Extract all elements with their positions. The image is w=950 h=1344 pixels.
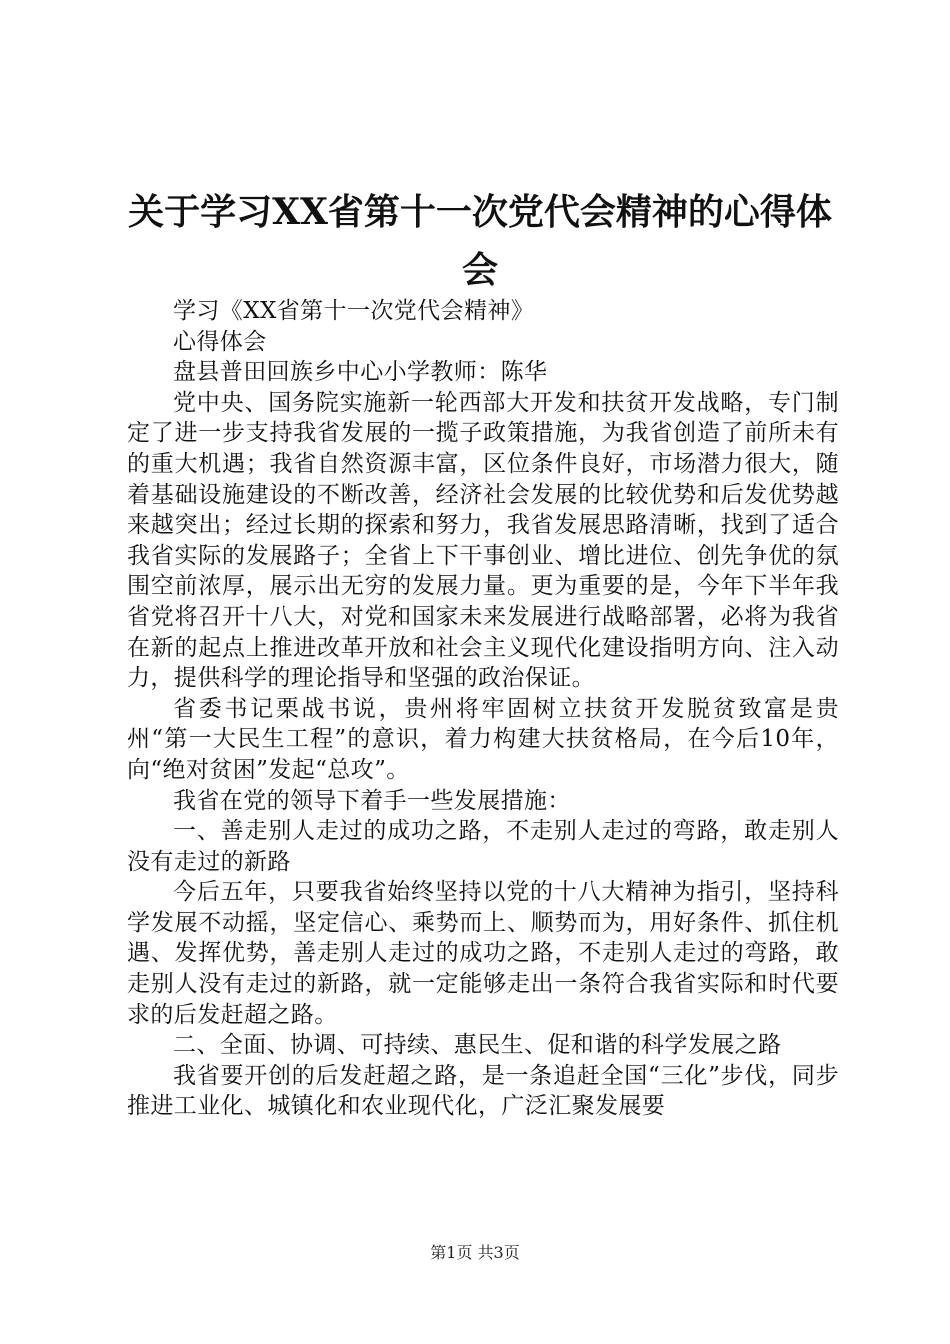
paragraph: 党中央、国务院实施新一轮西部大开发和扶贫开发战略，专门制定了进一步支持我省发展的一揽子政策措施，为我省创造了前所未有的重大机遇；我省自然资源丰富，区位条件良好，市场潜力很大，随着基础设施建设的不断改善，经济社会发展的比较优势和后发优势越来越突出；经过长期的探索和努力，我省发展思路清晰，找到了适合我省实际的发展路子；全省上下干事创业、增比进位、创先争优的氛围空前浓厚，展示出无穷的发展力量。更为重要的是，今年下半年我省党将召开十八大，对党和国家未来发展进行战略部署，必将为我省在新的起点上推进改革开放和社会主义现代化建设指明方向、注入动力，提供科学的理论指导和坚强的政治保证。 <box>127 389 839 692</box>
paragraph: 省委书记栗战书说，贵州将牢固树立扶贫开发脱贫致富是贵州“第一大民生工程”的意识，着力构建大扶贫格局，在今后10年，向“绝对贫困”发起“总攻”。 <box>127 695 839 783</box>
paragraph-subtitle-1: 学习《XX省第十一次党代会精神》 <box>173 298 535 324</box>
paragraph: 我省在党的领导下着手一些发展措施： <box>173 787 571 814</box>
section-heading-1: 一、善走别人走过的成功之路，不走别人走过的弯路，敢走别人没有走过的新路 <box>127 818 839 875</box>
section-heading-2: 二、全面、协调、可持续、惠民生、促和谐的科学发展之路 <box>173 1032 782 1059</box>
paragraph: 今后五年，只要我省始终坚持以党的十八大精神为指引，坚持科学发展不动摇，坚定信心、乘势而上、顺势而为，用好条件、抓住机遇、发挥优势，善走别人走过的成功之路，不走别人走过的弯路，敢走别人没有走过的新路，就一定能够走出一条符合我省实际和时代要求的后发赶超之路。 <box>127 879 839 1028</box>
paragraph: 我省要开创的后发赶超之路，是一条追赶全国“三化”步伐，同步推进工业化、城镇化和农业现代化，广泛汇聚发展要 <box>127 1062 839 1120</box>
page-footer: 第1页 共3页 <box>430 1243 520 1262</box>
paragraph-author: 盘县普田回族乡中心小学教师：陈华 <box>173 359 548 386</box>
paragraph-subtitle-2: 心得体会 <box>173 328 267 355</box>
document-title: 关于学习XX省第十一次党代会精神的心得体会 <box>128 191 832 291</box>
document-body <box>127 296 839 1122</box>
